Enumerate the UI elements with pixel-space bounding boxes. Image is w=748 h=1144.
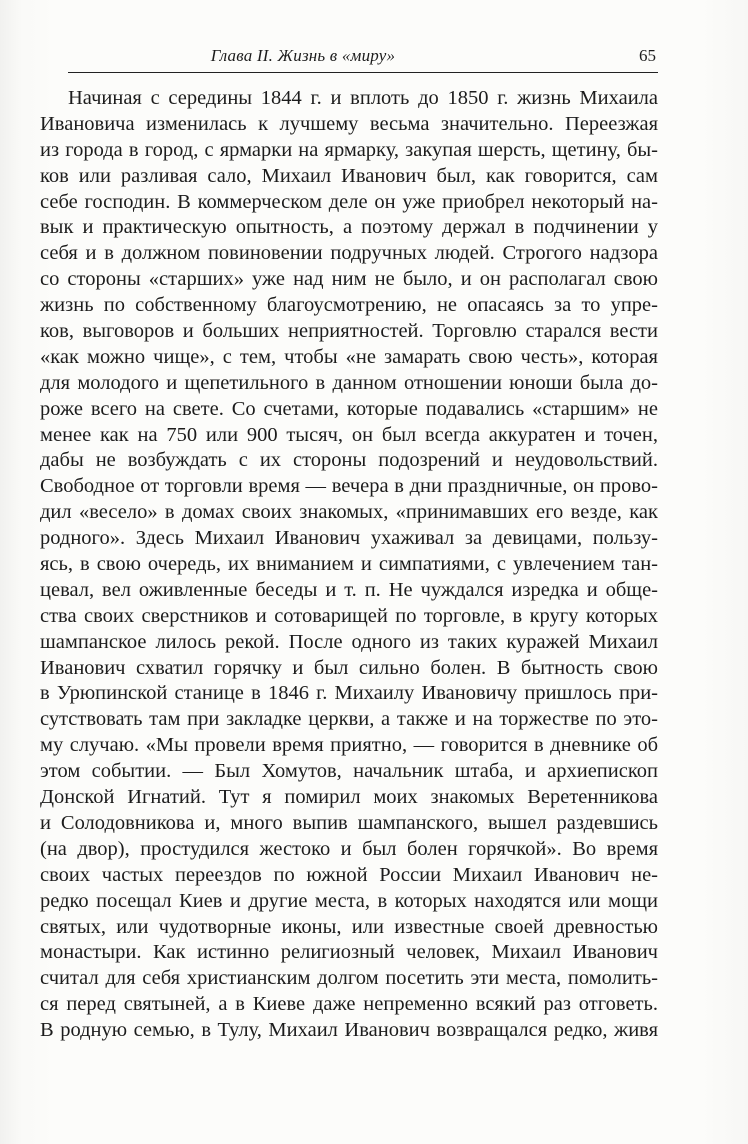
page-number: 65 bbox=[639, 46, 656, 65]
text-line: дил «весело» в домах своих знакомых, «принимавших его везде, как bbox=[40, 501, 658, 524]
text-line: со стороны «старших» уже над ним не было, и он располагал свою bbox=[40, 268, 658, 291]
text-line: святых, или чудотворные иконы, или известные своей древностью bbox=[40, 915, 658, 938]
text-line: Ивановича изменилась к лучшему весьма значительно. Переезжая bbox=[40, 112, 658, 135]
text-line: Свободное от торговли время — вечера в дни праздничные, он прово- bbox=[40, 475, 658, 498]
text-line: роже всего на свете. Со счетами, которые подавались «старшим» не bbox=[40, 397, 658, 420]
running-title: Глава II. Жизнь в «миру» bbox=[210, 46, 396, 65]
text-line: «как можно чище», с тем, чтобы «не замарать свою честь», которая bbox=[40, 345, 658, 368]
text-line: (на двор), простудился жестоко и был болен горячкой». Во время bbox=[40, 837, 658, 860]
text-line: считал для себя христианским долгом посетить эти места, помолить- bbox=[40, 967, 658, 990]
text-line: ясь, в свою очередь, их вниманием и симпатиями, с увлечением тан- bbox=[40, 553, 658, 576]
text-line: дабы не возбуждать с их стороны подозрений и неудовольствий. bbox=[40, 449, 658, 472]
text-line: ства своих сверстников и сотоварищей по торговле, в кругу которых bbox=[40, 604, 658, 627]
text-line: своих частых переездов по южной России Михаил Иванович не- bbox=[40, 863, 658, 886]
text-line: му случаю. «Мы провели время приятно, — говорится в дневнике об bbox=[40, 734, 658, 757]
text-line: жизнь по собственному благоусмотрению, не опасаясь за то упре- bbox=[40, 294, 658, 317]
text-line: Иванович схватил горячку и был сильно болен. В бытность свою bbox=[40, 656, 658, 679]
text-line: в Урюпинской станице в 1846 г. Михаилу Ивановичу пришлось при- bbox=[40, 682, 658, 705]
text-line: себе господин. В коммерческом деле он уже приобрел некоторый на- bbox=[40, 190, 658, 213]
text-line: из города в город, с ярмарки на ярмарку, закупая шерсть, щетину, бы- bbox=[40, 138, 658, 161]
text-line: этом событии. — Был Хомутов, начальник штаба, и архиепископ bbox=[40, 760, 658, 783]
text-line: менее как на 750 или 900 тысяч, он был всегда аккуратен и точен, bbox=[40, 423, 658, 446]
text-line: и Солодовникова и, много выпив шампанского, вышел раздевшись bbox=[40, 811, 658, 834]
text-line: В родную семью, в Тулу, Михаил Иванович возвращался редко, живя bbox=[40, 1019, 658, 1042]
text-line: редко посещал Киев и другие места, в которых находятся или мощи bbox=[40, 889, 658, 912]
text-line: цевал, вел оживленные беседы и т. п. Не чуждался изредка и обще- bbox=[40, 578, 658, 601]
text-line: шампанское лилось рекой. После одного из таких куражей Михаил bbox=[40, 630, 658, 653]
text-line: ков или разливая сало, Михаил Иванович был, как говорится, сам bbox=[40, 164, 658, 187]
text-line: для молодого и щепетильного в данном отношении юноши была до- bbox=[40, 371, 658, 394]
text-line: Донской Игнатий. Тут я помирил моих знакомых Веретенникова bbox=[40, 786, 658, 809]
text-line: ся перед святыней, а в Киеве даже непременно всякий раз отговеть. bbox=[40, 993, 658, 1016]
text-line: монастыри. Как истинно религиозный человек, Михаил Иванович bbox=[40, 941, 658, 964]
text-line: вык и практическую опытность, а поэтому держал в подчинении у bbox=[40, 216, 658, 239]
body-paragraph bbox=[40, 86, 658, 1044]
text-line: себя и в должном повиновении подручных людей. Строгого надзора bbox=[40, 242, 658, 265]
running-header bbox=[68, 42, 658, 73]
text-line: ков, выговоров и больших неприятностей. Торговлю старался вести bbox=[40, 320, 658, 343]
text-line: родного». Здесь Михаил Иванович ухаживал за девицами, пользу- bbox=[40, 527, 658, 550]
text-line: Начиная с середины 1844 г. и вплоть до 1850 г. жизнь Михаила bbox=[68, 87, 658, 109]
text-line: сутствовать там при закладке церкви, а также и на торжестве по это- bbox=[40, 708, 658, 731]
